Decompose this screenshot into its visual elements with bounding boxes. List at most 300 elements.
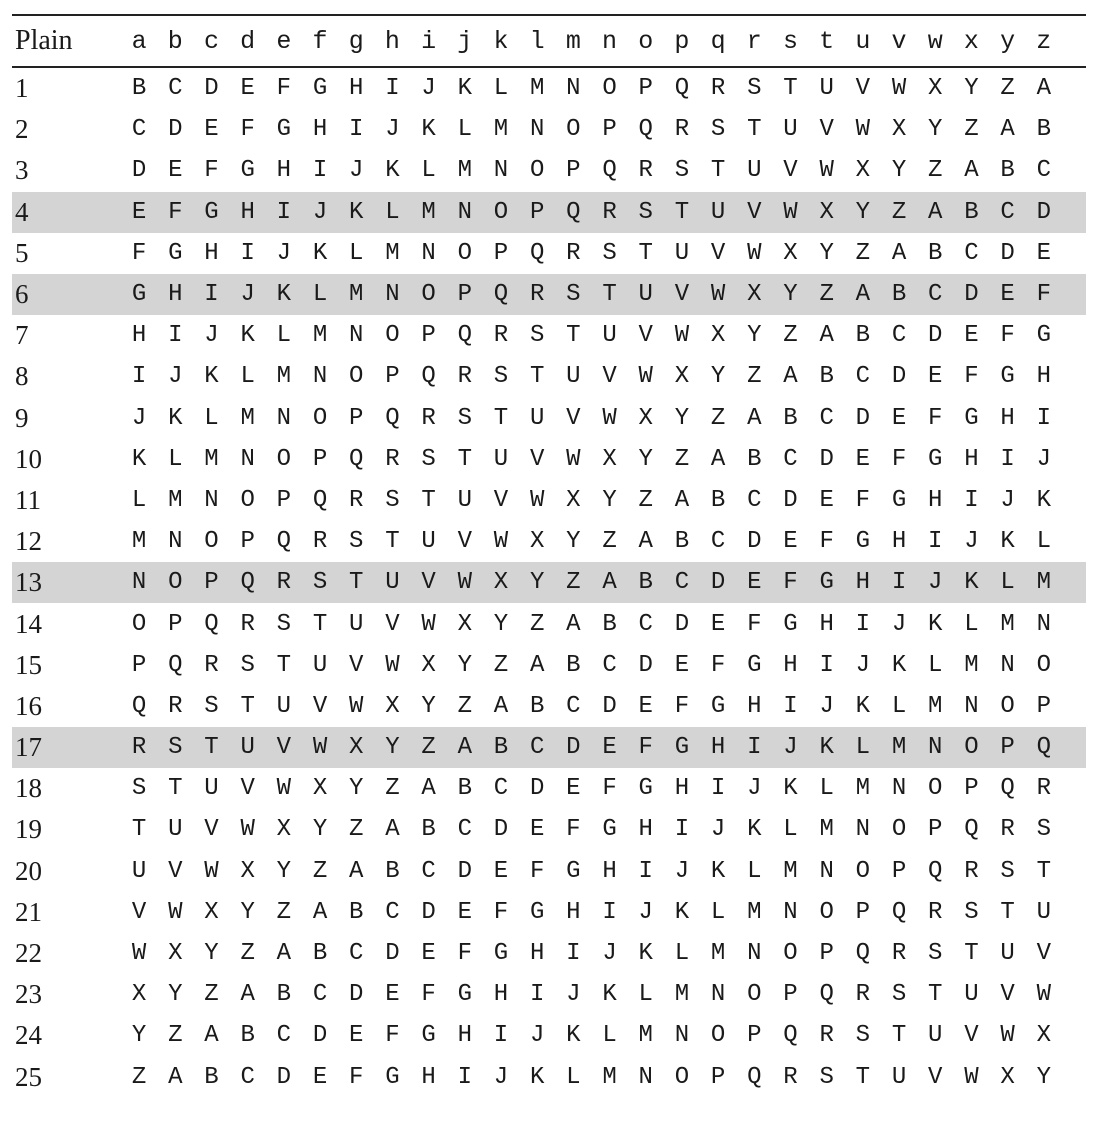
cipher-letter: I	[457, 1063, 472, 1091]
cipher-letter: Z	[312, 857, 328, 885]
cipher-letter: Z	[421, 734, 436, 762]
cipher-letter: Z	[747, 363, 762, 391]
cipher-letter: J	[276, 239, 292, 267]
cipher-letter: J	[819, 692, 834, 720]
cipher-letter: R	[168, 692, 183, 720]
cipher-letter: K	[131, 445, 147, 473]
cipher-letter: S	[747, 75, 762, 103]
cipher-letter: D	[566, 734, 581, 762]
cipher-letter: K	[1000, 528, 1015, 556]
cipher-letter: Q	[168, 651, 183, 679]
cipher-letter: C	[891, 322, 907, 350]
cipher-letter: V	[783, 157, 798, 185]
cipher-letter: M	[421, 198, 436, 226]
row-key: 23	[15, 979, 42, 1010]
cipher-letter: G	[529, 898, 545, 926]
cipher-letter: R	[710, 75, 726, 103]
cipher-letter: M	[819, 816, 834, 844]
cipher-letter: P	[385, 363, 400, 391]
cipher-letter: E	[819, 486, 834, 514]
cipher-letter: X	[276, 816, 292, 844]
cipher-letter: B	[964, 198, 979, 226]
cipher-letter: F	[964, 363, 979, 391]
cipher-letter: I	[1036, 404, 1051, 432]
cipher-letter: K	[529, 1063, 545, 1091]
cipher-letter: L	[1000, 569, 1015, 597]
cipher-letter: Z	[891, 198, 907, 226]
cipher-letter: H	[638, 816, 653, 844]
header-letter: h	[384, 26, 400, 56]
cipher-letter: N	[710, 981, 726, 1009]
cipher-letter: P	[747, 1022, 762, 1050]
cipher-letter: I	[928, 528, 943, 556]
cipher-letter: C	[168, 75, 183, 103]
cipher-letter: V	[855, 75, 871, 103]
cipher-letter: Z	[638, 486, 653, 514]
cipher-letter: X	[131, 981, 147, 1009]
cipher-letter: N	[312, 363, 328, 391]
header-letter: i	[421, 26, 437, 56]
cipher-letter: G	[891, 486, 907, 514]
cipher-letter: E	[493, 857, 509, 885]
cipher-letter: G	[710, 692, 726, 720]
cipher-letter: N	[349, 322, 364, 350]
cipher-letter: C	[1000, 198, 1015, 226]
cipher-letter: O	[710, 1022, 726, 1050]
cipher-letter: S	[457, 404, 472, 432]
cipher-letter: I	[276, 198, 292, 226]
row-key: 15	[15, 649, 42, 680]
cipher-letter: P	[240, 528, 255, 556]
cipher-letter: Y	[493, 610, 509, 638]
cipher-letter: X	[349, 734, 364, 762]
cipher-letter: A	[747, 404, 762, 432]
cipher-letter: C	[1036, 157, 1051, 185]
cipher-letter: A	[349, 857, 364, 885]
cipher-letter: K	[819, 734, 834, 762]
cipher-letter: E	[385, 981, 400, 1009]
header-letter: a	[131, 26, 147, 56]
cipher-letter: B	[855, 322, 871, 350]
cipher-letter: H	[131, 322, 147, 350]
cipher-letter: B	[783, 404, 798, 432]
cipher-letter: G	[312, 75, 328, 103]
cipher-letter: O	[349, 363, 364, 391]
cipher-letter: E	[710, 610, 726, 638]
cipher-letter: T	[602, 281, 617, 309]
cipher-letter: J	[349, 157, 364, 185]
cipher-letter: S	[1036, 816, 1051, 844]
cipher-letter: Z	[674, 445, 690, 473]
row-cipher-letters	[121, 109, 1062, 150]
cipher-letter: G	[240, 157, 255, 185]
cipher-letter: T	[1036, 857, 1051, 885]
cipher-letter: E	[783, 528, 798, 556]
cipher-letter: M	[928, 692, 943, 720]
cipher-letter: S	[529, 322, 545, 350]
row-key: 3	[15, 155, 29, 186]
cipher-letter: D	[855, 404, 871, 432]
header-letter: p	[674, 26, 690, 56]
cipher-letter: H	[674, 775, 690, 803]
row-cipher-letters	[121, 356, 1062, 397]
cipher-letter: O	[168, 569, 183, 597]
cipher-letter: B	[1036, 116, 1051, 144]
cipher-letter: Y	[710, 363, 726, 391]
cipher-letter: B	[493, 734, 509, 762]
cipher-letter: X	[457, 610, 472, 638]
cipher-letter: J	[710, 816, 726, 844]
cipher-letter: Z	[566, 569, 581, 597]
row-cipher-letters	[121, 480, 1062, 521]
header-letters	[121, 16, 1062, 66]
cipher-letter: I	[312, 157, 328, 185]
cipher-letter: U	[1036, 898, 1051, 926]
cipher-letter: K	[855, 692, 871, 720]
cipher-letter: Y	[457, 651, 472, 679]
table-row	[12, 150, 1086, 191]
cipher-letter: J	[783, 734, 798, 762]
cipher-letter: H	[819, 610, 834, 638]
caesar-shift-table	[12, 14, 1086, 1098]
cipher-letter: D	[674, 610, 690, 638]
cipher-letter: M	[312, 322, 328, 350]
cipher-letter: E	[1036, 239, 1051, 267]
cipher-letter: B	[602, 610, 617, 638]
cipher-letter: I	[638, 857, 653, 885]
cipher-letter: K	[928, 610, 943, 638]
cipher-letter: B	[276, 981, 292, 1009]
cipher-letter: D	[276, 1063, 292, 1091]
cipher-letter: Y	[747, 322, 762, 350]
cipher-letter: K	[312, 239, 328, 267]
cipher-letter: S	[131, 775, 147, 803]
cipher-letter: J	[131, 404, 147, 432]
cipher-letter: N	[421, 239, 436, 267]
cipher-letter: P	[566, 157, 581, 185]
cipher-letter: R	[602, 198, 617, 226]
cipher-letter: R	[928, 898, 943, 926]
cipher-letter: S	[674, 157, 690, 185]
cipher-letter: N	[493, 157, 509, 185]
cipher-letter: F	[710, 651, 726, 679]
cipher-letter: Q	[131, 692, 147, 720]
cipher-letter: N	[638, 1063, 653, 1091]
cipher-letter: F	[783, 569, 798, 597]
cipher-letter: W	[964, 1063, 979, 1091]
cipher-letter: I	[710, 775, 726, 803]
cipher-letter: B	[1000, 157, 1015, 185]
table-row	[12, 933, 1086, 974]
row-key: 22	[15, 938, 42, 969]
cipher-letter: O	[928, 775, 943, 803]
cipher-letter: B	[891, 281, 907, 309]
cipher-letter: J	[204, 322, 219, 350]
cipher-letter: V	[1036, 940, 1051, 968]
cipher-letter: V	[964, 1022, 979, 1050]
cipher-letter: L	[421, 157, 436, 185]
cipher-letter: A	[1000, 116, 1015, 144]
cipher-letter: Z	[204, 981, 219, 1009]
row-key: 5	[15, 237, 29, 268]
cipher-letter: J	[493, 1063, 509, 1091]
row-key: 12	[15, 526, 42, 557]
cipher-letter: J	[168, 363, 183, 391]
cipher-letter: H	[276, 157, 292, 185]
cipher-letter: G	[421, 1022, 436, 1050]
cipher-letter: D	[928, 322, 943, 350]
header-letter: w	[927, 26, 943, 56]
cipher-letter: Y	[240, 898, 255, 926]
cipher-letter: W	[638, 363, 653, 391]
cipher-letter: W	[493, 528, 509, 556]
cipher-letter: W	[855, 116, 871, 144]
table-body	[12, 68, 1086, 1098]
cipher-letter: D	[312, 1022, 328, 1050]
cipher-letter: A	[602, 569, 617, 597]
cipher-letter: N	[385, 281, 400, 309]
cipher-letter: A	[240, 981, 255, 1009]
cipher-letter: F	[891, 445, 907, 473]
cipher-letter: Q	[783, 1022, 798, 1050]
cipher-letter: L	[819, 775, 834, 803]
cipher-letter: X	[638, 404, 653, 432]
cipher-letter: J	[638, 898, 653, 926]
cipher-letter: H	[421, 1063, 436, 1091]
table-row	[12, 686, 1086, 727]
cipher-letter: T	[349, 569, 364, 597]
cipher-letter: Y	[928, 116, 943, 144]
cipher-letter: V	[529, 445, 545, 473]
cipher-letter: G	[566, 857, 581, 885]
cipher-letter: I	[204, 281, 219, 309]
cipher-letter: D	[385, 940, 400, 968]
row-key: 10	[15, 443, 42, 474]
cipher-letter: M	[349, 281, 364, 309]
cipher-letter: R	[529, 281, 545, 309]
cipher-letter: U	[312, 651, 328, 679]
cipher-letter: X	[421, 651, 436, 679]
cipher-letter: Q	[819, 981, 834, 1009]
cipher-letter: O	[674, 1063, 690, 1091]
cipher-letter: Y	[421, 692, 436, 720]
header-row	[12, 16, 1086, 66]
cipher-letter: B	[421, 816, 436, 844]
cipher-letter: H	[783, 651, 798, 679]
cipher-letter: Z	[240, 940, 255, 968]
cipher-letter: K	[783, 775, 798, 803]
cipher-letter: U	[349, 610, 364, 638]
cipher-letter: A	[168, 1063, 183, 1091]
table-row	[12, 1057, 1086, 1098]
cipher-letter: G	[493, 940, 509, 968]
cipher-letter: B	[747, 445, 762, 473]
cipher-letter: Q	[638, 116, 653, 144]
row-cipher-letters	[121, 933, 1062, 974]
cipher-letter: O	[276, 445, 292, 473]
cipher-letter: D	[457, 857, 472, 885]
cipher-letter: P	[421, 322, 436, 350]
cipher-letter: J	[964, 528, 979, 556]
table-row	[12, 192, 1086, 233]
cipher-letter: I	[240, 239, 255, 267]
cipher-letter: X	[928, 75, 943, 103]
cipher-letter: X	[891, 116, 907, 144]
cipher-letter: K	[638, 940, 653, 968]
cipher-letter: W	[891, 75, 907, 103]
cipher-letter: U	[566, 363, 581, 391]
cipher-letter: G	[783, 610, 798, 638]
cipher-letter: P	[710, 1063, 726, 1091]
cipher-letter: L	[312, 281, 328, 309]
cipher-letter: L	[783, 816, 798, 844]
cipher-letter: G	[928, 445, 943, 473]
table-row	[12, 109, 1086, 150]
cipher-letter: L	[240, 363, 255, 391]
cipher-letter: I	[891, 569, 907, 597]
cipher-letter: I	[674, 816, 690, 844]
cipher-letter: Y	[855, 198, 871, 226]
row-cipher-letters	[121, 233, 1062, 274]
cipher-letter: B	[131, 75, 147, 103]
cipher-letter: E	[855, 445, 871, 473]
cipher-letter: J	[529, 1022, 545, 1050]
cipher-letter: M	[1000, 610, 1015, 638]
cipher-letter: R	[131, 734, 147, 762]
cipher-letter: N	[204, 486, 219, 514]
cipher-letter: U	[747, 157, 762, 185]
cipher-letter: L	[602, 1022, 617, 1050]
cipher-letter: X	[204, 898, 219, 926]
cipher-letter: T	[312, 610, 328, 638]
cipher-letter: O	[602, 75, 617, 103]
row-cipher-letters	[121, 439, 1062, 480]
cipher-letter: H	[312, 116, 328, 144]
cipher-letter: L	[168, 445, 183, 473]
cipher-letter: Q	[674, 75, 690, 103]
cipher-letter: Z	[928, 157, 943, 185]
cipher-letter: K	[747, 816, 762, 844]
header-letter: o	[638, 26, 654, 56]
cipher-letter: W	[602, 404, 617, 432]
cipher-letter: M	[602, 1063, 617, 1091]
row-key: 14	[15, 608, 42, 639]
cipher-letter: L	[891, 692, 907, 720]
cipher-letter: W	[312, 734, 328, 762]
cipher-letter: N	[855, 816, 871, 844]
cipher-letter: X	[385, 692, 400, 720]
cipher-letter: Y	[349, 775, 364, 803]
header-letter: g	[348, 26, 364, 56]
cipher-letter: M	[131, 528, 147, 556]
cipher-letter: M	[674, 981, 690, 1009]
cipher-letter: Y	[204, 940, 219, 968]
cipher-letter: W	[529, 486, 545, 514]
cipher-letter: O	[747, 981, 762, 1009]
cipher-letter: T	[131, 816, 147, 844]
cipher-letter: B	[240, 1022, 255, 1050]
row-key: 17	[15, 732, 42, 763]
cipher-letter: N	[566, 75, 581, 103]
cipher-letter: E	[457, 898, 472, 926]
cipher-letter: Q	[349, 445, 364, 473]
cipher-letter: P	[349, 404, 364, 432]
cipher-letter: G	[168, 239, 183, 267]
cipher-letter: P	[783, 981, 798, 1009]
cipher-letter: D	[349, 981, 364, 1009]
cipher-letter: Q	[312, 486, 328, 514]
cipher-letter: T	[240, 692, 255, 720]
cipher-letter: C	[493, 775, 509, 803]
cipher-letter: C	[276, 1022, 292, 1050]
cipher-letter: M	[168, 486, 183, 514]
cipher-letter: H	[1000, 404, 1015, 432]
cipher-letter: E	[891, 404, 907, 432]
cipher-letter: C	[964, 239, 979, 267]
cipher-letter: W	[1036, 981, 1051, 1009]
cipher-letter: T	[276, 651, 292, 679]
cipher-letter: M	[964, 651, 979, 679]
cipher-letter: U	[783, 116, 798, 144]
cipher-letter: R	[457, 363, 472, 391]
cipher-letter: A	[385, 816, 400, 844]
cipher-letter: M	[385, 239, 400, 267]
cipher-letter: U	[602, 322, 617, 350]
table-row	[12, 398, 1086, 439]
cipher-letter: B	[204, 1063, 219, 1091]
cipher-letter: S	[855, 1022, 871, 1050]
cipher-letter: M	[204, 445, 219, 473]
cipher-letter: A	[1036, 75, 1051, 103]
cipher-letter: Y	[529, 569, 545, 597]
cipher-letter: J	[891, 610, 907, 638]
cipher-letter: F	[747, 610, 762, 638]
cipher-letter: D	[529, 775, 545, 803]
cipher-letter: H	[457, 1022, 472, 1050]
table-row	[12, 1015, 1086, 1056]
table-row	[12, 274, 1086, 315]
cipher-letter: T	[421, 486, 436, 514]
cipher-letter: X	[674, 363, 690, 391]
cipher-letter: R	[855, 981, 871, 1009]
cipher-letter: S	[566, 281, 581, 309]
cipher-letter: Q	[891, 898, 907, 926]
cipher-letter: Z	[349, 816, 364, 844]
cipher-letter: J	[1036, 445, 1051, 473]
cipher-letter: T	[493, 404, 509, 432]
cipher-letter: U	[928, 1022, 943, 1050]
row-cipher-letters	[121, 315, 1062, 356]
cipher-letter: G	[602, 816, 617, 844]
cipher-letter: V	[747, 198, 762, 226]
row-cipher-letters	[121, 274, 1062, 315]
cipher-letter: M	[891, 734, 907, 762]
cipher-letter: R	[385, 445, 400, 473]
cipher-letter: V	[312, 692, 328, 720]
cipher-letter: W	[240, 816, 255, 844]
cipher-letter: W	[421, 610, 436, 638]
cipher-letter: W	[674, 322, 690, 350]
cipher-letter: W	[349, 692, 364, 720]
cipher-letter: Z	[819, 281, 834, 309]
cipher-letter: M	[276, 363, 292, 391]
cipher-letter: S	[493, 363, 509, 391]
row-cipher-letters	[121, 851, 1062, 892]
cipher-letter: E	[421, 940, 436, 968]
cipher-letter: N	[529, 116, 545, 144]
cipher-letter: Y	[276, 857, 292, 885]
cipher-letter: J	[747, 775, 762, 803]
